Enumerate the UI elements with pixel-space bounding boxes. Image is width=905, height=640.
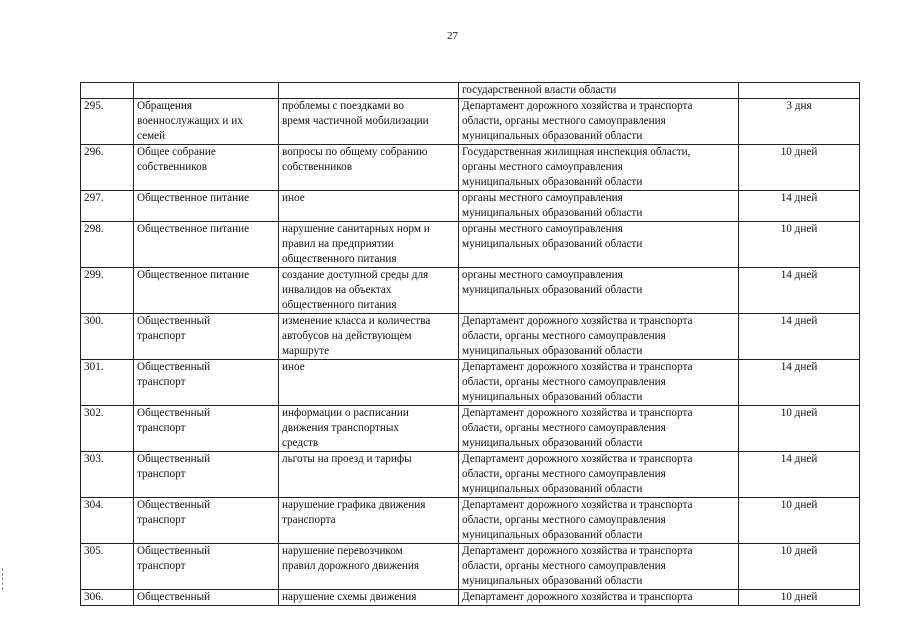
row-number: 305. [81, 544, 134, 590]
responsible-body-line: области, органы местного самоуправления [462, 376, 666, 388]
topic-cell [134, 406, 279, 452]
responsible-body-cell [459, 222, 739, 268]
response-term: 10 дней [739, 145, 860, 191]
topic-line: собственников [137, 161, 207, 173]
table-row [81, 406, 860, 452]
issue-cell [279, 99, 459, 145]
issue-line: маршруте [282, 345, 330, 357]
responsible-body-line: муниципальных образований области [462, 284, 643, 296]
issue-line: льготы на проезд и тарифы [282, 453, 412, 465]
table-row [81, 222, 860, 268]
topic-line: транспорт [137, 514, 186, 526]
response-term: 14 дней [739, 360, 860, 406]
responsible-body-cell [459, 191, 739, 222]
issue-line: нарушение санитарных норм и [282, 223, 430, 235]
topic-line: транспорт [137, 422, 186, 434]
page-number: 27 [447, 30, 458, 42]
row-number [81, 83, 134, 99]
issue-line: создание доступной среды для [282, 269, 429, 281]
responsible-body-cell [459, 145, 739, 191]
responsible-body-line: органы местного самоуправления [462, 269, 623, 281]
topic-line: военнослужащих и их [137, 115, 243, 127]
topic-line: транспорт [137, 330, 186, 342]
responsible-body-line: области, органы местного самоуправления [462, 560, 666, 572]
issue-cell [279, 498, 459, 544]
topic-cell [134, 452, 279, 498]
topic-cell [134, 314, 279, 360]
row-number: 303. [81, 452, 134, 498]
topic-line: Общественное питание [137, 269, 250, 281]
table-row [81, 314, 860, 360]
topic-line: транспорт [137, 468, 186, 480]
row-number: 298. [81, 222, 134, 268]
responsible-body-line: муниципальных образований области [462, 176, 643, 188]
responsible-body-cell [459, 406, 739, 452]
topic-line: семей [137, 130, 166, 142]
topic-cell [134, 145, 279, 191]
issue-cell [279, 83, 459, 99]
issue-line: изменение класса и количества [282, 315, 431, 327]
issue-line: движения транспортных [282, 422, 399, 434]
row-number: 295. [81, 99, 134, 145]
issue-cell [279, 191, 459, 222]
issue-cell [279, 452, 459, 498]
responsible-body-line: муниципальных образований области [462, 483, 643, 495]
responsible-body-line: муниципальных образований области [462, 207, 643, 219]
responsible-body-line: Департамент дорожного хозяйства и транспорта [462, 315, 693, 327]
topic-line: Общественный [137, 407, 211, 419]
topic-cell [134, 99, 279, 145]
table-row [81, 360, 860, 406]
responsible-body-cell [459, 99, 739, 145]
responsible-body-line: Департамент дорожного хозяйства и транспорта [462, 361, 693, 373]
responsible-body-line: Государственная жилищная инспекция области, [462, 146, 691, 158]
issue-cell [279, 222, 459, 268]
issue-line: нарушение графика движения [282, 499, 426, 511]
issue-cell [279, 360, 459, 406]
table-row [81, 498, 860, 544]
responsible-body-line: Департамент дорожного хозяйства и транспорта [462, 100, 693, 112]
topic-cell [134, 360, 279, 406]
issue-line: вопросы по общему собранию [282, 146, 428, 158]
appeals-table [80, 82, 860, 606]
issue-cell [279, 590, 459, 606]
responsible-body-cell [459, 590, 739, 606]
response-term: 14 дней [739, 268, 860, 314]
responsible-body-line: Департамент дорожного хозяйства и транспорта [462, 545, 693, 557]
responsible-body-line: муниципальных образований области [462, 575, 643, 587]
scan-edge-mark [2, 568, 4, 590]
table-row [81, 83, 860, 99]
response-term: 14 дней [739, 191, 860, 222]
response-term: 10 дней [739, 406, 860, 452]
topic-line: Общее собрание [137, 146, 216, 158]
responsible-body-line: муниципальных образований области [462, 238, 643, 250]
table-row [81, 191, 860, 222]
table-row [81, 268, 860, 314]
issue-cell [279, 544, 459, 590]
issue-line: проблемы с поездками во [282, 100, 404, 112]
row-number: 306. [81, 590, 134, 606]
topic-line: транспорт [137, 560, 186, 572]
responsible-body-line: муниципальных образований области [462, 437, 643, 449]
responsible-body-line: органы местного самоуправления [462, 192, 623, 204]
responsible-body-line: области, органы местного самоуправления [462, 330, 666, 342]
responsible-body-cell [459, 268, 739, 314]
issue-line: время частичной мобилизации [282, 115, 429, 127]
responsible-body-cell [459, 452, 739, 498]
responsible-body-line: области, органы местного самоуправления [462, 115, 666, 127]
responsible-body-cell [459, 314, 739, 360]
issue-cell [279, 314, 459, 360]
issue-line: нарушение схемы движения [282, 591, 417, 603]
issue-line: иное [282, 361, 305, 373]
responsible-body-line: муниципальных образований области [462, 529, 643, 541]
issue-line: правил на предприятии [282, 238, 394, 250]
responsible-body-line: государственной власти области [462, 84, 617, 96]
response-term [739, 83, 860, 99]
responsible-body-line: муниципальных образований области [462, 345, 643, 357]
topic-line: Обращения [137, 100, 193, 112]
row-number: 300. [81, 314, 134, 360]
row-number: 301. [81, 360, 134, 406]
response-term: 10 дней [739, 498, 860, 544]
topic-cell [134, 268, 279, 314]
topic-cell [134, 222, 279, 268]
responsible-body-line: Департамент дорожного хозяйства и транспорта [462, 591, 693, 603]
responsible-body-cell [459, 498, 739, 544]
responsible-body-cell [459, 360, 739, 406]
table-row [81, 145, 860, 191]
topic-line: Общественный [137, 545, 211, 557]
issue-line: информации о расписании [282, 407, 409, 419]
topic-cell [134, 498, 279, 544]
responsible-body-line: области, органы местного самоуправления [462, 422, 666, 434]
responsible-body-line: области, органы местного самоуправления [462, 514, 666, 526]
topic-line: транспорт [137, 376, 186, 388]
responsible-body-line: органы местного самоуправления [462, 161, 623, 173]
topic-line: Общественный [137, 499, 211, 511]
response-term: 10 дней [739, 590, 860, 606]
issue-cell [279, 145, 459, 191]
responsible-body-line: Департамент дорожного хозяйства и транспорта [462, 499, 693, 511]
issue-line: средств [282, 437, 319, 449]
issue-line: автобусов на действующем [282, 330, 412, 342]
row-number: 304. [81, 498, 134, 544]
issue-line: транспорта [282, 514, 336, 526]
row-number: 297. [81, 191, 134, 222]
topic-line: Общественный [137, 361, 211, 373]
issue-line: собственников [282, 161, 352, 173]
response-term: 10 дней [739, 222, 860, 268]
table-row [81, 590, 860, 606]
topic-cell [134, 544, 279, 590]
row-number: 302. [81, 406, 134, 452]
table-row [81, 99, 860, 145]
issue-cell [279, 268, 459, 314]
response-term: 14 дней [739, 452, 860, 498]
topic-line: Общественный [137, 315, 211, 327]
row-number: 299. [81, 268, 134, 314]
topic-cell [134, 191, 279, 222]
table-row [81, 452, 860, 498]
issue-line: нарушение перевозчиком [282, 545, 403, 557]
responsible-body-line: муниципальных образований области [462, 130, 643, 142]
issue-line: общественного питания [282, 299, 397, 311]
responsible-body-cell [459, 83, 739, 99]
issue-line: иное [282, 192, 305, 204]
responsible-body-line: муниципальных образований области [462, 391, 643, 403]
response-term: 14 дней [739, 314, 860, 360]
responsible-body-line: области, органы местного самоуправления [462, 468, 666, 480]
topic-line: Общественное питание [137, 223, 250, 235]
response-term: 3 дня [739, 99, 860, 145]
topic-cell [134, 83, 279, 99]
responsible-body-line: Департамент дорожного хозяйства и транспорта [462, 407, 693, 419]
topic-line: Общественный [137, 453, 211, 465]
issue-line: общественного питания [282, 253, 397, 265]
response-term: 10 дней [739, 544, 860, 590]
topic-cell [134, 590, 279, 606]
issue-cell [279, 406, 459, 452]
responsible-body-line: органы местного самоуправления [462, 223, 623, 235]
row-number: 296. [81, 145, 134, 191]
responsible-body-cell [459, 544, 739, 590]
topic-line: Общественное питание [137, 192, 250, 204]
topic-line: Общественный [137, 591, 211, 603]
issue-line: инвалидов на объектах [282, 284, 392, 296]
responsible-body-line: Департамент дорожного хозяйства и транспорта [462, 453, 693, 465]
table-row [81, 544, 860, 590]
issue-line: правил дорожного движения [282, 560, 420, 572]
